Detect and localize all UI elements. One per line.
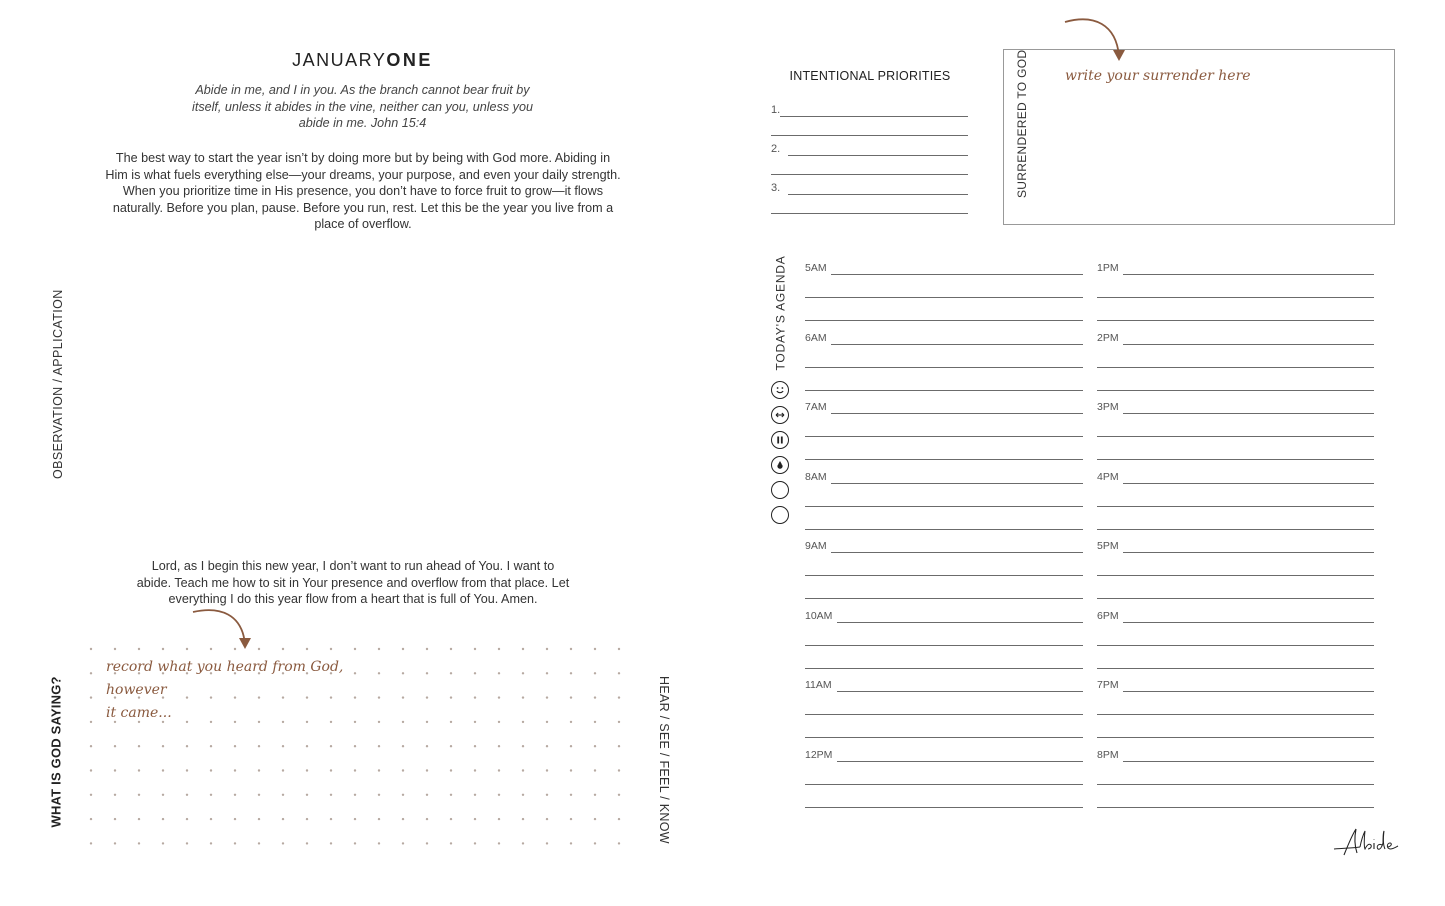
grid-dot (90, 648, 92, 650)
surrendered-to-god-label: SURRENDERED TO GOD (1015, 49, 1029, 198)
grid-dot (90, 721, 92, 723)
grid-dot (114, 769, 116, 771)
grid-dot (330, 794, 332, 796)
half-fill-icon[interactable] (771, 456, 789, 474)
time-label: 4PM (1097, 470, 1119, 483)
devotional-line: When you prioritize time in His presence, you don’t have to force fruit to grow—it flows (122, 184, 604, 198)
grid-dot (546, 745, 548, 747)
grid-dot (594, 672, 596, 674)
scripture-verse (170, 82, 555, 132)
priority-line[interactable] (788, 155, 968, 156)
grid-dot (594, 794, 596, 796)
grid-dot (282, 818, 284, 820)
agenda-line[interactable] (1123, 274, 1374, 275)
grid-dot (138, 842, 140, 844)
grid-dot (618, 818, 620, 820)
page-title (150, 50, 575, 71)
grid-dot (618, 769, 620, 771)
intentional-priorities-title: INTENTIONAL PRIORITIES (789, 69, 951, 83)
time-label: 3PM (1097, 401, 1119, 413)
grid-dot (426, 745, 428, 747)
priority-line[interactable] (771, 174, 968, 175)
agenda-line[interactable] (1123, 622, 1374, 623)
grid-dot (234, 842, 236, 844)
abide-signature-logo (1330, 825, 1400, 861)
grid-dot (378, 769, 380, 771)
prayer-line: Lord, as I begin this new year, I don’t want to run ahead of You. I want to (151, 559, 555, 573)
agenda-line[interactable] (805, 297, 1083, 298)
grid-dot (114, 648, 116, 650)
title-day: ONE (386, 50, 433, 70)
grid-dot (90, 842, 92, 844)
grid-dot (114, 794, 116, 796)
grid-dot (114, 818, 116, 820)
grid-dot (618, 794, 620, 796)
agenda-line[interactable] (831, 483, 1083, 484)
grid-dot (474, 794, 476, 796)
grid-dot (474, 769, 476, 771)
grid-dot (306, 769, 308, 771)
grid-dot (522, 818, 524, 820)
grid-dot (138, 818, 140, 820)
grid-dot (594, 769, 596, 771)
grid-dot (522, 648, 524, 650)
grid-dot (210, 842, 212, 844)
grid-dot (546, 769, 548, 771)
grid-dot (354, 818, 356, 820)
agenda-line[interactable] (1097, 645, 1374, 646)
grid-dot (546, 818, 548, 820)
agenda-line[interactable] (1097, 575, 1374, 576)
grid-dot (354, 842, 356, 844)
priority-number-2: 2. (771, 143, 781, 155)
grid-dot (330, 745, 332, 747)
grid-dot (570, 648, 572, 650)
grid-dot (402, 818, 404, 820)
grid-dot (522, 696, 524, 698)
agenda-line[interactable] (1097, 367, 1374, 368)
grid-dot (186, 769, 188, 771)
record-prompt-line: it came... (106, 705, 172, 721)
grid-dot (570, 721, 572, 723)
agenda-line[interactable] (1123, 552, 1374, 553)
agenda-line[interactable] (805, 320, 1083, 321)
grid-dot (546, 672, 548, 674)
grid-dot (426, 648, 428, 650)
grid-dot (162, 842, 164, 844)
priority-number-3: 3. (771, 182, 781, 194)
grid-dot (354, 769, 356, 771)
grid-dot (90, 794, 92, 796)
grid-dot (450, 721, 452, 723)
grid-dot (546, 696, 548, 698)
agenda-line[interactable] (805, 737, 1083, 738)
agenda-line[interactable] (1097, 784, 1374, 785)
grid-dot (522, 672, 524, 674)
grid-dot (570, 794, 572, 796)
grid-dot (570, 745, 572, 747)
grid-dot (306, 794, 308, 796)
grid-dot (522, 721, 524, 723)
time-label: 6PM (1097, 609, 1119, 622)
devotional-line: naturally. Before you plan, pause. Before you run, rest. Let this be the year you live from a (112, 200, 614, 215)
grid-dot (138, 745, 140, 747)
grid-dot (138, 794, 140, 796)
priority-number-1: 1. (771, 104, 781, 116)
grid-dot (90, 745, 92, 747)
grid-dot (282, 648, 284, 650)
grid-dot (426, 721, 428, 723)
grid-dot (426, 842, 428, 844)
grid-dot (426, 696, 428, 698)
agenda-line[interactable] (805, 645, 1083, 646)
time-label: 11AM (805, 679, 832, 691)
grid-dot (546, 794, 548, 796)
time-label: 2PM (1097, 331, 1119, 344)
verse-line: Abide in me, and I in you. As the branch cannot bear fruit by (195, 83, 530, 97)
grid-dot (570, 672, 572, 674)
grid-dot (402, 648, 404, 650)
grid-dot (162, 648, 164, 650)
grid-dot (258, 769, 260, 771)
agenda-line[interactable] (1123, 344, 1374, 345)
empty-circle-icon[interactable] (771, 481, 789, 499)
grid-dot (594, 696, 596, 698)
verse-line: abide in me. John 15:4 (298, 116, 427, 130)
grid-dot (354, 745, 356, 747)
grid-dot (570, 818, 572, 820)
grid-dot (354, 648, 356, 650)
grid-dot (186, 842, 188, 844)
verse-line: itself, unless it abides in the vine, neither can you, unless you (192, 99, 533, 114)
grid-dot (162, 769, 164, 771)
grid-dot (138, 648, 140, 650)
prayer-line: abide. Teach me how to sit in Your presence and overflow from that place. Let (136, 575, 570, 590)
empty-circle-icon[interactable] (771, 506, 789, 524)
time-label: 8AM (805, 470, 827, 483)
grid-dot (306, 648, 308, 650)
agenda-line[interactable] (1123, 413, 1374, 414)
grid-dot (570, 769, 572, 771)
grid-dot (618, 648, 620, 650)
grid-dot (498, 769, 500, 771)
agenda-line[interactable] (805, 367, 1083, 368)
agenda-line[interactable] (805, 436, 1083, 437)
grid-dot (234, 794, 236, 796)
grid-dot (426, 794, 428, 796)
agenda-line[interactable] (831, 552, 1083, 553)
curved-arrow-icon (1062, 14, 1132, 64)
what-is-god-saying-label: WHAT IS GOD SAYING? (48, 676, 64, 828)
grid-dot (402, 794, 404, 796)
grid-dot (474, 842, 476, 844)
prayer-text (118, 558, 588, 608)
agenda-line[interactable] (805, 714, 1083, 715)
grid-dot (498, 842, 500, 844)
agenda-line[interactable] (805, 506, 1083, 507)
grid-dot (450, 842, 452, 844)
grid-dot (90, 769, 92, 771)
time-label: 9AM (805, 540, 827, 552)
grid-dot (570, 696, 572, 698)
agenda-line[interactable] (805, 807, 1083, 808)
priority-line[interactable] (771, 135, 968, 136)
grid-dot (90, 672, 92, 674)
agenda-line[interactable] (1097, 598, 1374, 599)
grid-dot (186, 648, 188, 650)
agenda-line[interactable] (805, 784, 1083, 785)
grid-dot (426, 769, 428, 771)
agenda-line[interactable] (1097, 807, 1374, 808)
grid-dot (234, 648, 236, 650)
grid-dot (282, 794, 284, 796)
grid-dot (330, 769, 332, 771)
pause-icon[interactable] (771, 431, 789, 449)
agenda-line[interactable] (1097, 668, 1374, 669)
devotional-line: Him is what fuels everything else—your dreams, your purpose, and even your daily strength. (105, 167, 621, 182)
record-prompt (106, 656, 406, 725)
agenda-line[interactable] (1123, 483, 1374, 484)
grid-dot (258, 794, 260, 796)
todays-agenda-label: TODAY'S AGENDA (773, 255, 788, 371)
grid-dot (498, 672, 500, 674)
agenda-line[interactable] (1123, 761, 1374, 762)
grid-dot (162, 818, 164, 820)
grid-dot (162, 745, 164, 747)
agenda-line[interactable] (805, 668, 1083, 669)
grid-dot (282, 769, 284, 771)
grid-dot (594, 745, 596, 747)
grid-dot (450, 648, 452, 650)
grid-dot (210, 794, 212, 796)
agenda-line[interactable] (837, 761, 1083, 762)
time-label: 5AM (805, 262, 827, 274)
agenda-line[interactable] (1097, 436, 1374, 437)
grid-dot (282, 745, 284, 747)
agenda-line[interactable] (1097, 390, 1374, 391)
agenda-line[interactable] (831, 344, 1083, 345)
agenda-line[interactable] (1097, 320, 1374, 321)
grid-dot (354, 794, 356, 796)
grid-dot (210, 818, 212, 820)
devotional-line: place of overflow. (314, 217, 412, 231)
grid-dot (258, 842, 260, 844)
grid-dot (210, 648, 212, 650)
priority-line[interactable] (780, 116, 968, 117)
grid-dot (162, 794, 164, 796)
grid-dot (618, 721, 620, 723)
agenda-line[interactable] (805, 459, 1083, 460)
grid-dot (498, 648, 500, 650)
grid-dot (426, 672, 428, 674)
grid-dot (306, 818, 308, 820)
grid-dot (522, 842, 524, 844)
agenda-line[interactable] (1097, 529, 1374, 530)
grid-dot (498, 696, 500, 698)
grid-dot (450, 794, 452, 796)
grid-dot (498, 721, 500, 723)
devotional-line: The best way to start the year isn’t by doing more but by being with God more. Abiding in (115, 151, 611, 165)
grid-dot (522, 745, 524, 747)
grid-dot (426, 818, 428, 820)
agenda-line[interactable] (1097, 506, 1374, 507)
grid-dot (570, 842, 572, 844)
grid-dot (450, 745, 452, 747)
grid-dot (402, 769, 404, 771)
hear-see-feel-know-label: HEAR / SEE / FEEL / KNOW (657, 676, 671, 844)
time-label: 8PM (1097, 748, 1119, 761)
grid-dot (522, 769, 524, 771)
grid-dot (450, 696, 452, 698)
surrender-prompt: write your surrender here (1065, 68, 1251, 84)
grid-dot (618, 842, 620, 844)
time-label: 7AM (805, 401, 827, 413)
agenda-line[interactable] (837, 622, 1083, 623)
smile-icon[interactable] (771, 381, 789, 399)
grid-dot (114, 745, 116, 747)
agenda-line[interactable] (805, 390, 1083, 391)
grid-dot (594, 842, 596, 844)
grid-dot (378, 745, 380, 747)
time-label: 12PM (805, 748, 833, 761)
time-label: 6AM (805, 331, 827, 344)
grid-dot (234, 818, 236, 820)
observation-application-label: OBSERVATION / APPLICATION (51, 289, 65, 479)
arrows-icon[interactable] (771, 406, 789, 424)
grid-dot (138, 769, 140, 771)
agenda-line[interactable] (831, 413, 1083, 414)
devotional-text (88, 150, 638, 233)
grid-dot (402, 745, 404, 747)
grid-dot (546, 648, 548, 650)
time-label: 7PM (1097, 679, 1119, 691)
grid-dot (474, 721, 476, 723)
prayer-line: everything I do this year flow from a heart that is full of You. Amen. (168, 592, 538, 606)
grid-dot (90, 696, 92, 698)
mood-tracker (771, 378, 791, 528)
grid-dot (618, 672, 620, 674)
time-label: 1PM (1097, 262, 1119, 274)
grid-dot (330, 648, 332, 650)
grid-dot (450, 818, 452, 820)
grid-dot (186, 818, 188, 820)
grid-dot (498, 745, 500, 747)
grid-dot (210, 769, 212, 771)
grid-dot (618, 696, 620, 698)
grid-dot (546, 842, 548, 844)
agenda-line[interactable] (1123, 691, 1374, 692)
agenda-line[interactable] (805, 575, 1083, 576)
agenda-line[interactable] (805, 598, 1083, 599)
agenda-line[interactable] (1097, 737, 1374, 738)
grid-dot (186, 745, 188, 747)
grid-dot (258, 818, 260, 820)
grid-dot (498, 818, 500, 820)
priority-line[interactable] (788, 194, 968, 195)
grid-dot (594, 648, 596, 650)
title-month: JANUARY (292, 50, 387, 70)
grid-dot (282, 842, 284, 844)
grid-dot (258, 745, 260, 747)
grid-dot (186, 794, 188, 796)
grid-dot (378, 794, 380, 796)
agenda-line[interactable] (1097, 297, 1374, 298)
grid-dot (378, 648, 380, 650)
grid-dot (306, 745, 308, 747)
grid-dot (402, 842, 404, 844)
agenda-line[interactable] (831, 274, 1083, 275)
agenda-line[interactable] (1097, 714, 1374, 715)
grid-dot (210, 745, 212, 747)
grid-dot (378, 842, 380, 844)
agenda-line[interactable] (1097, 459, 1374, 460)
time-label: 5PM (1097, 540, 1119, 552)
grid-dot (474, 696, 476, 698)
grid-dot (522, 794, 524, 796)
grid-dot (450, 769, 452, 771)
agenda-line[interactable] (837, 691, 1083, 692)
agenda-line[interactable] (805, 529, 1083, 530)
grid-dot (306, 842, 308, 844)
grid-dot (378, 818, 380, 820)
grid-dot (114, 842, 116, 844)
grid-dot (450, 672, 452, 674)
grid-dot (234, 745, 236, 747)
time-label: 10AM (805, 609, 833, 622)
priority-line[interactable] (771, 213, 968, 214)
grid-dot (474, 672, 476, 674)
grid-dot (474, 648, 476, 650)
grid-dot (498, 794, 500, 796)
grid-dot (546, 721, 548, 723)
grid-dot (594, 721, 596, 723)
grid-dot (330, 842, 332, 844)
grid-dot (594, 818, 596, 820)
grid-dot (258, 648, 260, 650)
grid-dot (474, 818, 476, 820)
grid-dot (474, 745, 476, 747)
grid-dot (618, 745, 620, 747)
grid-dot (234, 769, 236, 771)
grid-dot (330, 818, 332, 820)
record-prompt-line: record what you heard from God, however (106, 659, 344, 698)
grid-dot (90, 818, 92, 820)
